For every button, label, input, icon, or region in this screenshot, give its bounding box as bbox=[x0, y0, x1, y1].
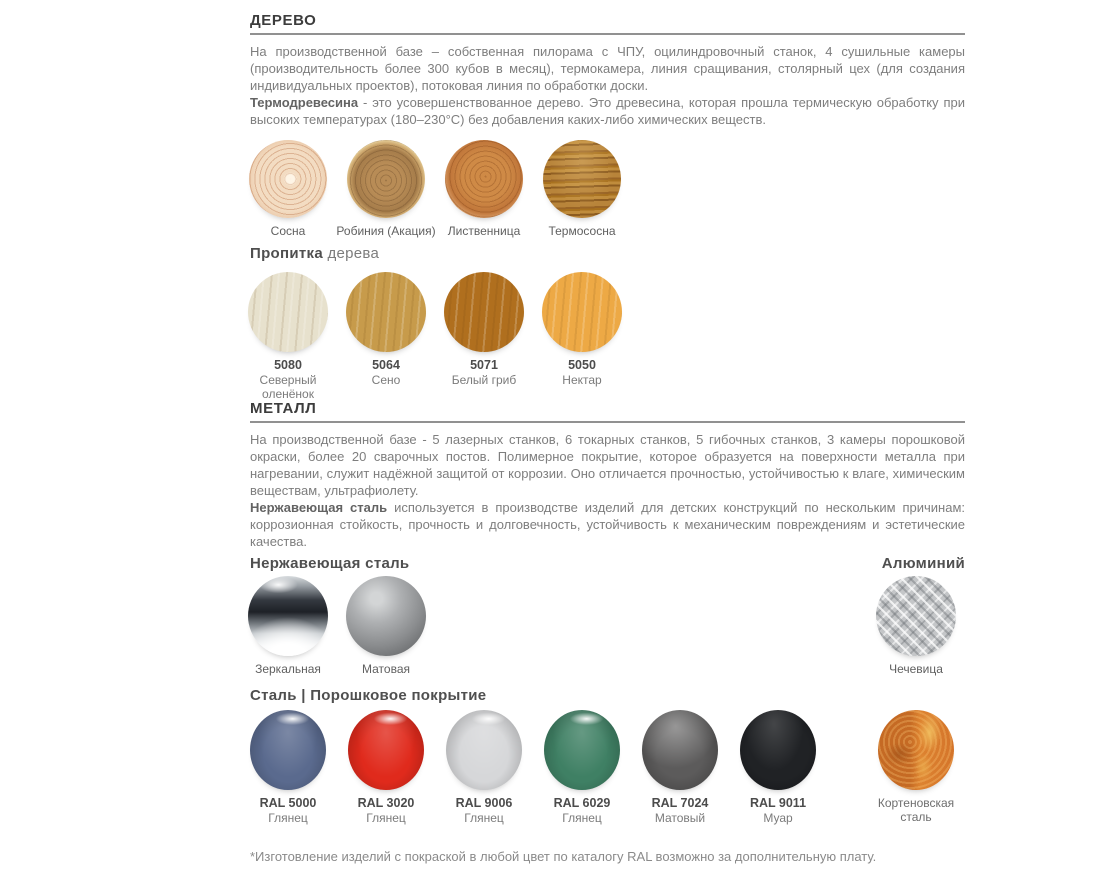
swatch-larch bbox=[445, 140, 523, 218]
swatch-cell-5064 bbox=[337, 272, 435, 401]
swatch-label: Матовая bbox=[362, 662, 410, 676]
swatch-cell-ral5000 bbox=[239, 710, 337, 825]
swatch-ral-7024 bbox=[642, 710, 718, 790]
swatch-ral-6029 bbox=[544, 710, 620, 790]
swatch-label: Сосна bbox=[270, 224, 306, 238]
swatch-code: RAL 9011 bbox=[749, 796, 807, 810]
swatch-cell-ral6029 bbox=[533, 710, 631, 825]
stainless-lead: Нержавеющая сталь bbox=[250, 500, 388, 515]
swatch-cell-5071 bbox=[435, 272, 533, 401]
swatch-cell-mirror bbox=[239, 576, 337, 676]
swatch-name: Кортеновская сталь bbox=[877, 796, 955, 824]
swatch-code: RAL 6029 bbox=[553, 796, 611, 810]
swatch-finish: Глянец bbox=[268, 811, 308, 825]
swatch-label: Робиния (Акация) bbox=[336, 224, 436, 238]
thermowood-lead: Термодревесина bbox=[250, 95, 359, 110]
swatch-5050 bbox=[542, 272, 622, 352]
metal-subtitles-row bbox=[250, 556, 965, 572]
swatch-ral-3020 bbox=[348, 710, 424, 790]
impregnation-title bbox=[250, 246, 965, 262]
swatch-finish: Глянец bbox=[562, 811, 602, 825]
swatch-matte-steel bbox=[346, 576, 426, 656]
stainless-text: используется в производстве изделий для детских конструкций по нескольким причинам: коррозионная стойкость, прочность и долговечность, устойчивость к механическим повреждениям и эстетические качества. bbox=[250, 500, 966, 549]
swatch-cell-5050 bbox=[533, 272, 631, 401]
impregnation-title-light: дерева bbox=[322, 245, 380, 262]
swatch-code: RAL 7024 bbox=[651, 796, 709, 810]
footnote: *Изготовление изделий с покраской в любой цвет по каталогу RAL возможно за дополнительную плату. bbox=[250, 849, 877, 864]
swatch-label: Чечевица bbox=[889, 662, 943, 676]
swatch-cell-corten bbox=[867, 710, 965, 825]
swatch-label: Термососна bbox=[548, 224, 616, 238]
wood-section-title: ДЕРЕВО bbox=[250, 12, 317, 29]
swatch-5064 bbox=[346, 272, 426, 352]
wood-divider bbox=[250, 33, 965, 35]
swatch-cell-thermopine bbox=[533, 140, 631, 238]
swatch-code: 5080 bbox=[274, 358, 302, 372]
section-wood bbox=[250, 13, 965, 401]
content-column bbox=[250, 0, 965, 864]
swatch-corten-steel bbox=[878, 710, 954, 790]
swatch-name: Нектар bbox=[562, 373, 602, 387]
stainless-row bbox=[239, 576, 965, 676]
swatch-finish: Глянец bbox=[464, 811, 504, 825]
row-spacer bbox=[435, 576, 867, 676]
swatch-ral-9006 bbox=[446, 710, 522, 790]
swatch-code: RAL 3020 bbox=[357, 796, 415, 810]
wood-paragraph: На производственной базе – собственная пилорама с ЧПУ, оцилиндровочный станок, 4 сушильные камеры (производительность более 300 кубов в месяц), термокамера, линия сращивания, столярный цех (для создания индивидуальных проектов), потоковая линия по обработки доски. bbox=[250, 44, 965, 93]
metal-paragraph: На производственной базе - 5 лазерных станков, 6 токарных станков, 5 гибочных станков, 3 камеры порошковой окраски, более 20 сварочных постов. Полимерное покрытие, которое образуется на поверхности металла при нагревании, служит надёжной защитой от коррозии. Оно отличается прочностью, устойчивостью к влаге, химическим веществам, ультрафиолету. bbox=[250, 432, 965, 498]
swatch-code: RAL 9006 bbox=[455, 796, 513, 810]
thermowood-text: - это усовершенствованное дерево. Это древесина, которая прошла термическую обработку при высоких температурах (180–230°С) без добавления каких-либо химических веществ. bbox=[250, 95, 965, 127]
swatch-label: Лиственница bbox=[447, 224, 521, 238]
stainless-title: Нержавеющая сталь bbox=[250, 555, 410, 572]
swatch-pine bbox=[249, 140, 327, 218]
swatch-name: Белый гриб bbox=[451, 373, 517, 387]
wood-species-row bbox=[239, 140, 965, 238]
swatch-aluminium-lentil bbox=[876, 576, 956, 656]
metal-divider bbox=[250, 421, 965, 423]
swatch-cell-aluminium bbox=[867, 576, 965, 676]
swatch-ral-9011 bbox=[740, 710, 816, 790]
swatch-thermopine bbox=[543, 140, 621, 218]
swatch-code: RAL 5000 bbox=[259, 796, 317, 810]
section-metal bbox=[250, 401, 965, 825]
swatch-cell-robinia bbox=[337, 140, 435, 238]
swatch-cell-ral3020 bbox=[337, 710, 435, 825]
swatch-cell-pine bbox=[239, 140, 337, 238]
swatch-cell-ral9011 bbox=[729, 710, 827, 825]
swatch-5071 bbox=[444, 272, 524, 352]
swatch-code: 5071 bbox=[470, 358, 498, 372]
powder-title: Сталь | Порошковое покрытие bbox=[250, 687, 487, 704]
metal-section-title: МЕТАЛЛ bbox=[250, 400, 317, 417]
swatch-code: 5064 bbox=[372, 358, 400, 372]
swatch-cell-matte bbox=[337, 576, 435, 676]
swatch-cell-ral9006 bbox=[435, 710, 533, 825]
swatch-cell-ral7024 bbox=[631, 710, 729, 825]
swatch-cell-5080 bbox=[239, 272, 337, 401]
swatch-finish: Матовый bbox=[654, 811, 706, 825]
swatch-ral-5000 bbox=[250, 710, 326, 790]
swatch-finish: Глянец bbox=[366, 811, 406, 825]
swatch-mirror-steel bbox=[248, 576, 328, 656]
swatch-robinia bbox=[347, 140, 425, 218]
swatch-finish: Муар bbox=[763, 811, 793, 825]
impregnation-row bbox=[239, 272, 965, 401]
row-spacer bbox=[827, 710, 867, 825]
powder-row bbox=[239, 710, 965, 825]
swatch-label: Зеркальная bbox=[255, 662, 321, 676]
thermowood-paragraph bbox=[250, 94, 965, 128]
aluminium-title: Алюминий bbox=[881, 555, 965, 572]
stainless-paragraph bbox=[250, 499, 965, 550]
swatch-code: 5050 bbox=[568, 358, 596, 372]
swatch-name: Сено bbox=[371, 373, 401, 387]
impregnation-title-strong: Пропитка bbox=[250, 245, 323, 262]
swatch-name: Северный оленёнок bbox=[259, 373, 317, 401]
swatch-5080 bbox=[248, 272, 328, 352]
swatch-cell-larch bbox=[435, 140, 533, 238]
